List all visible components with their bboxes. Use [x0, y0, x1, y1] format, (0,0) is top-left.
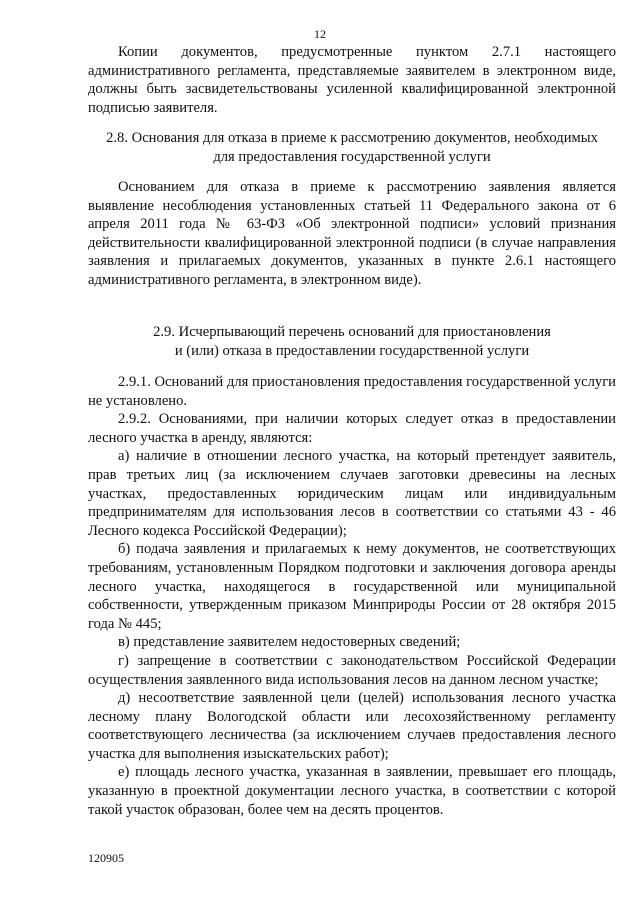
section-2-8-heading [88, 129, 616, 166]
section-2-8-heading-line2: для предоставления государственной услуги [213, 148, 491, 165]
paragraph-2-9-1: 2.9.1. Оснований для приостановления предоставления государственной услуги не установлено. [88, 374, 616, 409]
section-2-9-heading [88, 323, 616, 360]
section-2-9-body [88, 373, 616, 819]
section-2-8-paragraph: Основанием для отказа в приеме к рассмотрению заявления является выявление несоблюдения установленных статьей 11 Федерального закона от 6 апреля 2011 года № 63-ФЗ «Об электронной подписи» условий признания действительности квалифицированной электронной подписи (в случае направления заявления и прилагаемых документов, указанных в пункте 2.6.1 настоящего административного регламента, в электронном виде). [88, 179, 616, 288]
list-item-a: а) наличие в отношении лесного участка, на который претендует заявитель, прав третьих лиц (за исключением случаев заготовки древесины на лесных участках, предоставленных юридическим лицам или индивидуальным предпринимателям для использования лесов в соответствии со статьями 43 - 46 Лесного кодекса Российской Федерации); [88, 448, 616, 539]
section-2-8-body [88, 178, 616, 290]
section-2-9-heading-line2: и (или) отказа в предоставлении государственной услуги [174, 342, 530, 359]
copies-block [88, 43, 616, 117]
list-item-b: б) подача заявления и прилагаемых к нему документов, не соответствующих требованиям, установленным Порядком подготовки и заключения договора аренды лесного участка, находящегося в государственной или муниципальной собственности, утвержденным приказом Минприроды России от 28 октября 2015 года № 445; [88, 541, 616, 632]
paragraph-2-9-2: 2.9.2. Основаниями, при наличии которых следует отказ в предоставлении лесного участка в аренду, являются: [88, 411, 616, 446]
list-item-d: д) несоответствие заявленной цели (целей) использования лесного участка лесному плану Вологодской области или лесохозяйственному регламенту соответствующего лесничества (за исключением случаев предоставления лесного участка для выполнения изыскательских работ); [88, 690, 616, 762]
list-item-g: г) запрещение в соответствии с законодательством Российской Федерации осуществления заявленного вида использования лесов на данном лесном участке; [88, 652, 616, 688]
footer-document-code: 120905 [88, 851, 124, 865]
section-2-9-heading-line1: 2.9. Исчерпывающий перечень оснований для приостановления [153, 324, 551, 340]
list-item-e: е) площадь лесного участка, указанная в заявлении, превышает его площадь, указанную в проектной документации лесного участка, в соответствии с которой такой участок образован, более чем на десять процентов. [88, 764, 616, 818]
section-2-8-heading-line1: 2.8. Основания для отказа в приеме к рассмотрению документов, необходимых [106, 130, 598, 146]
page-number: 12 [314, 27, 326, 41]
list-item-v: в) представление заявителем недостоверных сведений; [118, 634, 461, 651]
copies-paragraph: Копии документов, предусмотренные пунктом 2.7.1 настоящего административного регламента, представляемые заявителем в электронном виде, должны быть засвидетельствованы усиленной квалифицированной электронной подписью заявителя. [88, 44, 616, 116]
